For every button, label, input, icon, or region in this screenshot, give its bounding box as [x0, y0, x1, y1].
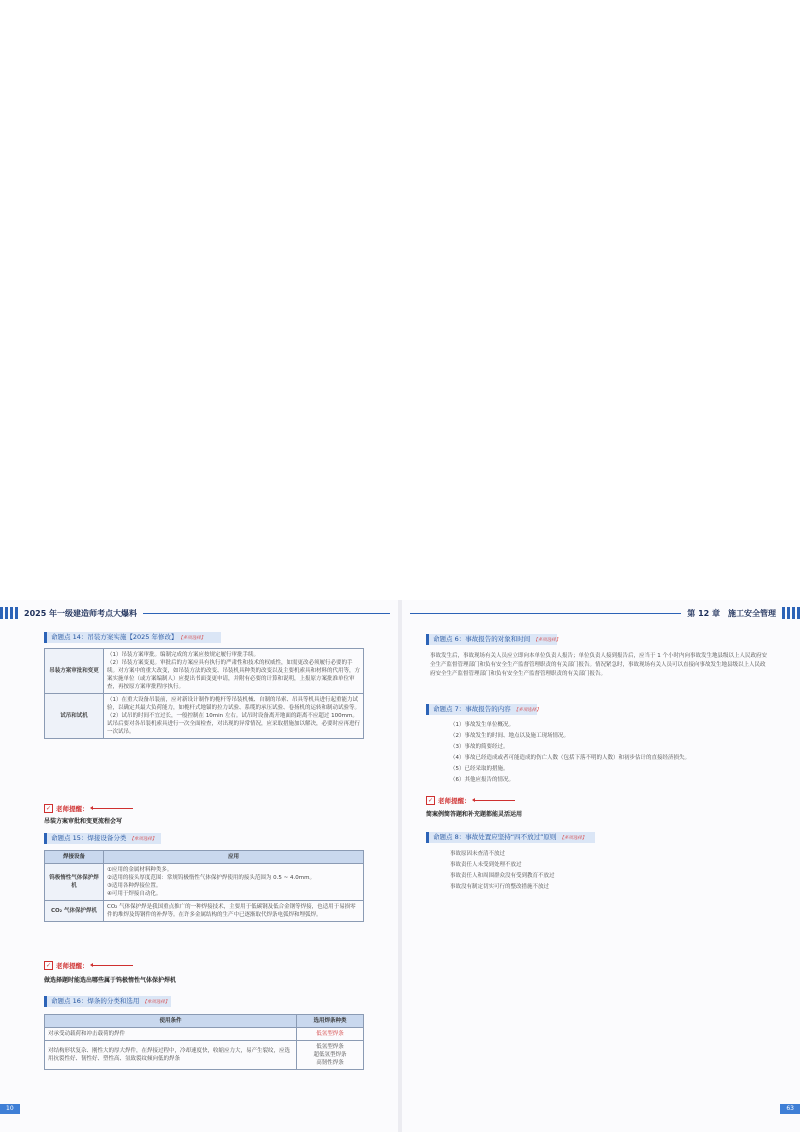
kp6-title: 命题点 6：事故报告的对象和时间	[433, 635, 531, 643]
kp8-tag: 【多项选择】	[559, 836, 587, 841]
row-label: 试吊和试机	[45, 694, 104, 739]
table-electrodes	[44, 1014, 364, 1070]
table-row	[45, 649, 364, 694]
header-bars-icon	[0, 607, 18, 619]
left-page-number: 10	[0, 1104, 20, 1114]
table-row	[45, 694, 364, 739]
list-item: （5）已经采取的措施。	[450, 766, 509, 772]
col-header: 使用条件	[45, 1015, 297, 1028]
left-header	[0, 605, 398, 621]
col-header: 选用焊条种类	[297, 1015, 364, 1028]
teacher-tip-2	[44, 961, 133, 970]
kp6-heading	[426, 634, 561, 645]
col-header: 焊接设备	[45, 851, 104, 864]
row-label: 钨极惰性气体保护焊机	[45, 864, 104, 901]
tip-body: 简案例简答题和补充题都能灵活运用	[426, 811, 523, 818]
list-item: 事故责任人和周围群众没有受到教育不放过	[450, 873, 555, 879]
list-item: （2）事故发生的时间、地点以及施工现场情况。	[450, 733, 570, 739]
text-line: ④可用于焊接自动化。	[107, 891, 162, 897]
text-line: （1）吊装方案审批。编制完成的方案应按规定履行审批手续。	[107, 652, 260, 658]
kp14-tag: 【多项选择】	[180, 636, 206, 641]
kp15-tag: 【单项选择】	[129, 837, 157, 842]
kp16-heading	[44, 996, 171, 1007]
row-label: CO₂ 气体保护焊机	[45, 901, 104, 922]
text-line: ③适用各种焊接位置。	[107, 883, 162, 889]
type-cell	[297, 1028, 364, 1041]
row-label: 吊装方案审批和变更	[45, 649, 104, 694]
kp8-list	[450, 849, 750, 893]
checkbox-icon: ✓	[45, 805, 52, 812]
table-row	[45, 1028, 364, 1041]
text-line: （1）在重大设备吊装前，应对新设计制作的桅杆等吊装机械、自制的吊索、吊具等机具进行起重能力试验，以确定其最大负荷能力，如桅杆式地锚的拉力试验、系缆的承压试验、卷扬机的运转和制动试验等。	[107, 697, 361, 711]
list-item: 事故没有制定切实可行的整改措施不放过	[450, 884, 550, 890]
checkbox-icon: ✓	[427, 797, 434, 804]
table-header-row	[45, 851, 364, 864]
row-content	[104, 694, 364, 739]
kp7-title: 命题点 7：事故报告的内容	[433, 705, 511, 713]
arrow-icon	[475, 800, 515, 801]
list-item: 事故责任人未受到处理不放过	[450, 862, 522, 868]
table-row	[45, 864, 364, 901]
right-header-title: 第 12 章 施工安全管理	[687, 608, 776, 618]
kp7-heading	[426, 704, 541, 715]
text-line: 高韧性焊条	[316, 1060, 344, 1066]
arrow-icon	[93, 965, 133, 966]
row-content	[104, 649, 364, 694]
left-header-title: 2025 年一级建造师考点大爆料	[24, 608, 138, 618]
kp6-paragraph: 事故发生后，事故现场有关人员应立即向本单位负责人报告；单位负责人接到报告后，应当于 1 个小时内向事故发生地县级以上人民政府安全生产监督管理部门和负有安全生产监督管理职责的有关部门报告。情况紧急时，事故现场有关人员可以直接向事故发生地县级以上人民政府安全生产监督管理部门和负有安全生产监督管理职责的有关部门报告。	[430, 653, 768, 677]
book-spread	[0, 600, 800, 1132]
right-page	[402, 600, 800, 1132]
header-bars-icon	[782, 607, 800, 619]
condition-cell: 对承受动载荷和冲击载荷的焊件	[45, 1028, 297, 1041]
teacher-tip	[426, 796, 515, 805]
table-welding-equipment	[44, 850, 364, 922]
header-rule	[410, 613, 681, 614]
right-page-number: 63	[780, 1104, 800, 1114]
text-line: ②适用的接头厚度范围：常规钨极惰性气体保护焊使用的接头范围为 0.5 ~ 4.0mm。	[107, 875, 315, 881]
kp15-title: 命题点 15：焊接设备分类	[51, 834, 127, 842]
kp8-title: 命题点 8：事故处置应坚持“四不放过”原则	[433, 833, 557, 841]
text-line: （2）试吊的时间不宜过长，一般控制在 10min 左右。试吊时设备离开地面的距离不应超过 100mm。试吊后要对各吊装机索具进行一次全面检查，对出现的异常情况，应采取措施加以解决，必要时应再进行一次试吊。	[107, 713, 361, 735]
text-line: ①应用的金属材料种类多。	[107, 867, 173, 873]
type-cell	[297, 1041, 364, 1070]
checkbox-icon: ✓	[45, 962, 52, 969]
tip-label: 老师提醒：	[438, 797, 471, 805]
list-item: （6）其他应报告的情况。	[450, 777, 515, 783]
kp7-list	[450, 720, 780, 786]
tip-body-1: 吊装方案审批和变更流程会写	[44, 818, 123, 825]
kp14-heading	[44, 632, 221, 643]
condition-cell: 对结构形状复杂、刚性大的厚大焊件，在焊接过程中，冷却速度快，收缩应力大，易产生裂纹，应选用抗裂性好、韧性好、塑性高、氢致裂纹倾向低的焊条	[45, 1041, 297, 1070]
table-header-row	[45, 1015, 364, 1028]
text-line: 低氢型焊条	[316, 1044, 344, 1050]
list-item: （3）事故的简要经过。	[450, 744, 509, 750]
kp14-title: 命题点 14：吊装方案实施【2025 年修改】	[51, 633, 178, 641]
tip-label: 老师提醒：	[56, 805, 89, 813]
table-row	[45, 1041, 364, 1070]
kp16-tag: 【单项选择】	[142, 1000, 170, 1005]
row-content	[104, 901, 364, 922]
kp8-heading	[426, 832, 595, 843]
text-line: （2）吊装方案变更。审批后的方案应具有执行的严肃性和技术的权威性，如需更改必须履行必要的手续。对方案中的重大改变，如吊装方法的改变、吊装机具种类的改变以及主要机索具和材料的代用等，方案实施单位（或方案编制人）应提出书面变更申请，并附有必要的计算和说明，上报原方案批准单位审查，再按原方案审批程序执行。	[107, 660, 361, 690]
kp16-title: 命题点 16：焊条的分类和选用	[51, 997, 140, 1005]
list-item: （1）事故发生单位概况。	[450, 722, 515, 728]
list-item: 事故原因未查清不放过	[450, 851, 506, 857]
table-row	[45, 901, 364, 922]
table-lifting	[44, 648, 364, 739]
kp15-heading	[44, 833, 161, 844]
text-line: CO₂ 气体保护焊是我国重点推广的一种焊接技术，主要用于低碳钢及低合金钢等焊接，也适用于易损零件的堆焊及铸钢件的补焊等。在许多金属结构的生产中已逐渐取代焊条电弧焊和埋弧焊。	[107, 904, 356, 918]
list-item: （4）事故已经造成或者可能造成的伤亡人数（包括下落不明的人数）和初步估计的直接经济损失。	[450, 755, 691, 761]
header-rule	[143, 613, 390, 614]
row-content	[104, 864, 364, 901]
right-header	[402, 605, 800, 621]
left-page	[0, 600, 398, 1132]
teacher-tip-1	[44, 804, 133, 813]
text-line: 低氢型焊条	[316, 1031, 344, 1037]
col-header: 应用	[104, 851, 364, 864]
text-line: 超低氢型焊条	[313, 1052, 347, 1058]
tip-body-2: 做选择题时能选出哪些属于钨极惰性气体保护焊机	[44, 977, 177, 984]
tip-label: 老师提醒：	[56, 962, 89, 970]
kp6-tag: 【多项选择】	[533, 638, 561, 643]
kp7-tag: 【多项选择】	[513, 708, 541, 713]
arrow-icon	[93, 808, 133, 809]
